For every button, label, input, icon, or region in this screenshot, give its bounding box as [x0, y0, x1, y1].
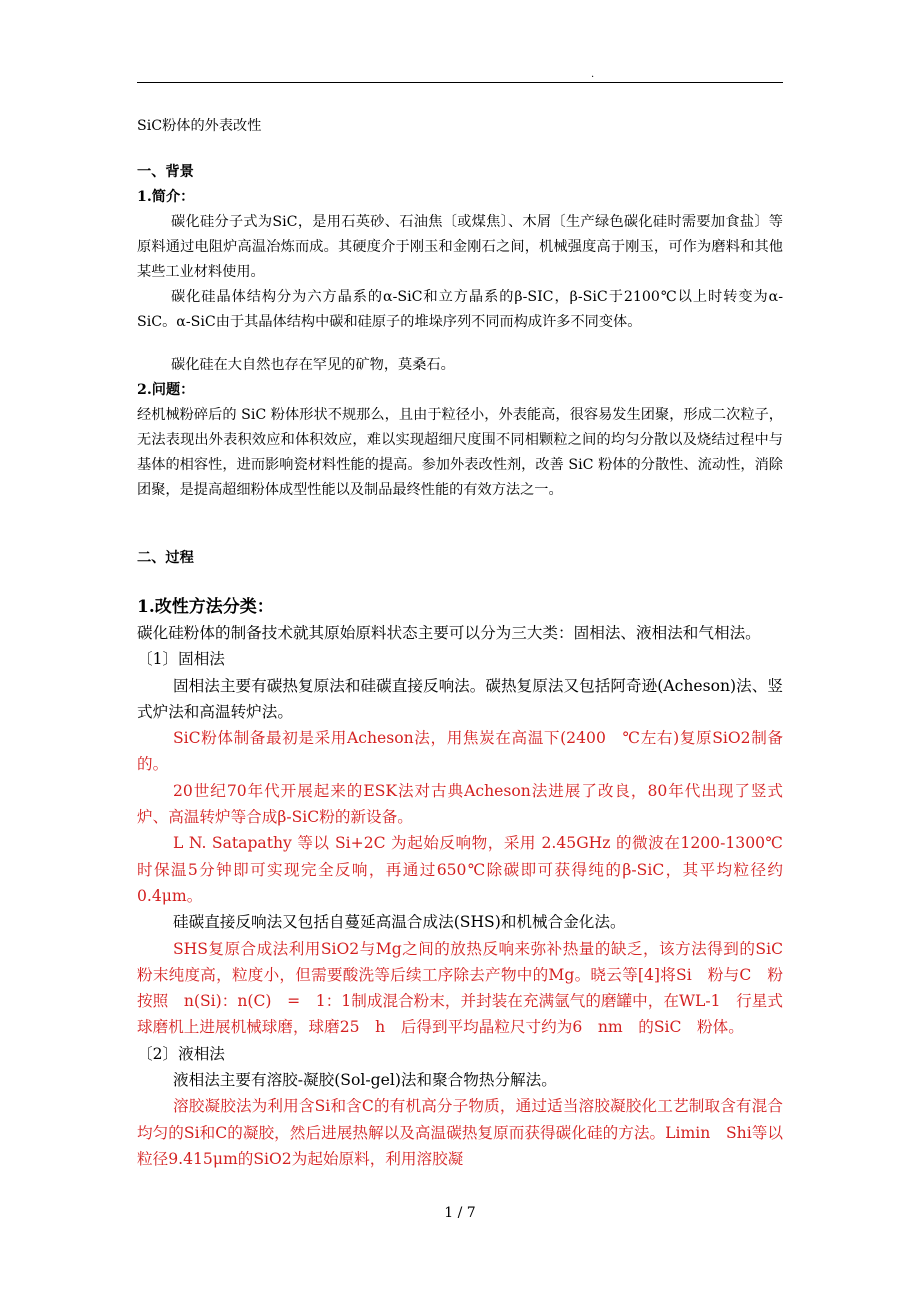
subheading-problem: 2.问题：	[137, 382, 195, 398]
section-background	[137, 160, 783, 335]
liquid-phase-paragraph-1: 液相法主要有溶胶-凝胶(Sol-gel)法和聚合物热分解法。	[173, 1071, 557, 1090]
doc-title-block	[137, 114, 783, 139]
methods-heading: 1.改性方法分类：	[137, 597, 274, 617]
problem-paragraph: 经机械粉碎后的 SiC 粉体形状不规那么，且由于粒径小，外表能高，很容易发生团聚，形成二次粒子，无法表现出外表积效应和体积效应，难以实现超细尺度围不同相颗粒之间的均匀分散以及烧结过程中与基体的相容性，进而影响瓷材料性能的提高。参加外表改性剂，改善 SiC 粉体的分散性、流动性，消除团聚，是提高超细粉体成型性能以及制品最终性能的有效方法之一。	[137, 407, 783, 498]
intro-paragraph-2: 碳化硅晶体结构分为六方晶系的α-SiC和立方晶系的β-SIC，β-SiC于2100℃以上时转变为α-SiC。α-SiC由于其晶体结构中碳和硅原子的堆垛序列不同而构成许多不同变体。	[137, 289, 783, 330]
intro-paragraph-3: 碳化硅在大自然也存在罕见的矿物，莫桑石。	[171, 357, 455, 373]
solid-phase-red-2: 20世纪70年代开展起来的ESK法对古典Acheson法进展了改良，80年代出现了竖式炉、高温转炉等合成β-SiC粉的新设备。	[137, 781, 783, 827]
liquid-phase-label: 〔2〕液相法	[137, 1044, 225, 1063]
solid-phase-paragraph-1: 固相法主要有碳热复原法和硅碳直接反响法。碳热复原法又包括阿奇逊(Acheson)法、竖式炉法和高温转炉法。	[137, 676, 783, 721]
section-heading-background: 一、背景	[137, 164, 194, 180]
header-mark: .	[591, 69, 595, 80]
solid-phase-paragraph-2: 硅碳直接反响法又包括自蔓延高温合成法(SHS)和机械合金化法。	[173, 913, 626, 932]
solid-phase-red-3: L N. Satapathy 等以 Si+2C 为起始反响物，采用 2.45GHz 的微波在1200-1300℃时保温5分钟即可实现完全反响，再通过650℃除碳即可获得纯的β-SiC，其平均粒径约0.4μm。	[137, 834, 783, 905]
intro-paragraph-1: 碳化硅分子式为SiC，是用石英砂、石油焦〔或煤焦〕、木屑〔生产绿色碳化硅时需要加食盐〕等原料通过电阻炉高温冶炼而成。其硬度介于刚玉和金刚石之间，机械强度高于刚玉，可作为磨料和其他某些工业材料使用。	[137, 214, 783, 280]
subheading-intro: 1.简介：	[137, 189, 195, 205]
page-number: 1 / 7	[444, 1205, 476, 1221]
methods-block	[137, 594, 783, 1172]
intro-paragraph-3-block	[137, 353, 783, 503]
section-process	[137, 546, 783, 571]
methods-paragraph: 碳化硅粉体的制备技术就其原始原料状态主要可以分为三大类：固相法、液相法和气相法。	[137, 624, 761, 642]
solid-phase-red-1: SiC粉体制备最初是采用Acheson法，用焦炭在高温下(2400 ℃左右)复原SiO2制备的。	[137, 729, 783, 774]
header-rule	[137, 82, 783, 83]
doc-title: SiC粉体的外表改性	[137, 118, 262, 134]
liquid-phase-red-1: 溶胶凝胶法为利用含Si和含C的有机高分子物质，通过适当溶胶凝胶化工艺制取含有混合均匀的Si和C的凝胶，然后进展热解以及高温碳热复原而获得碳化硅的方法。Limin Shi等以粒径9.415μm的SiO2为起始原料，利用溶胶凝	[137, 1097, 783, 1168]
solid-phase-label: 〔1〕固相法	[137, 650, 225, 669]
section-heading-process: 二、过程	[137, 550, 194, 566]
solid-phase-red-4: SHS复原合成法利用SiO2与Mg之间的放热反响来弥补热量的缺乏，该方法得到的SiC粉末纯度高，粒度小，但需要酸洗等后续工序除去产物中的Mg。晓云等[4]将Si 粉与C 粉按照 n(Si)：n(C) = 1：1制成混合粉末，并封装在充满氩气的磨罐中，在WL-1 行星式球磨机上进展机械球磨，球磨25 h 后得到平均晶粒尺寸约为6 nm 的SiC 粉体。	[137, 939, 783, 1037]
